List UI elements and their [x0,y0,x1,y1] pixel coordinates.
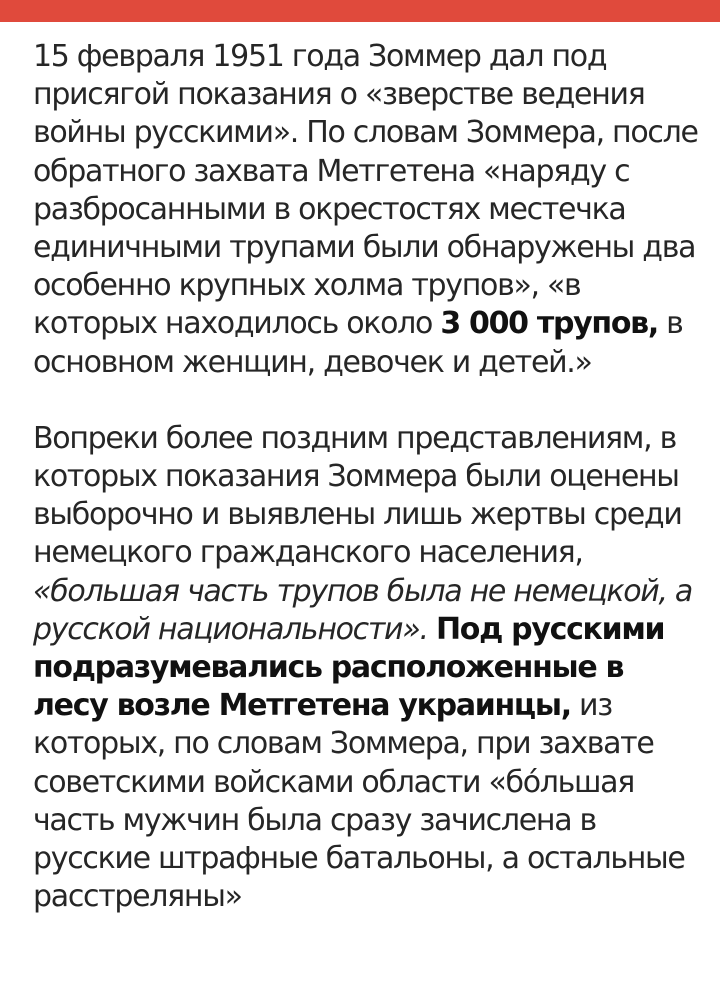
paragraph-1-text-a: 15 февраля 1951 года Зоммер дал под присягой показания о «зверстве ведения войны русскими». По словам Зоммера, после обратного захвата Метгетена «наряду с разбросанными в окрестостях местечка единичными трупами были обнаружены два особенно крупных холма трупов», «в которых находилось около [33,39,698,342]
paragraph-2-italic-quote: «большая часть трупов была не немецкой, а русской национальности». [33,573,692,647]
paragraph-2-text-a: Вопреки более поздним представлениям, в которых показания Зоммера были оценены выборочно и выявлены лишь жертвы среди немецкого гражданского населения, [33,420,682,571]
article-paragraph-2 [33,420,698,917]
paragraph-2-text-c: из которых, по словам Зоммера, при захвате советскими войсками области «бо́льшая часть мужчин была сразу зачислена в русские штрафные батальоны, а остальные расстреляны» [33,688,685,915]
paragraph-2-bold-a: Под русскими подразумевались расположенные в лесу возле Метгетена украинцы, [33,611,665,724]
top-accent-bar [0,0,720,22]
paragraph-1-text-b: в основном женщин, девочек и детей.» [33,306,683,380]
article-paragraph-1 [33,38,698,382]
paragraph-1-bold-a: 3 000 трупов, [440,306,658,342]
paragraph-2-text-b [428,612,436,647]
article-body [33,38,698,916]
